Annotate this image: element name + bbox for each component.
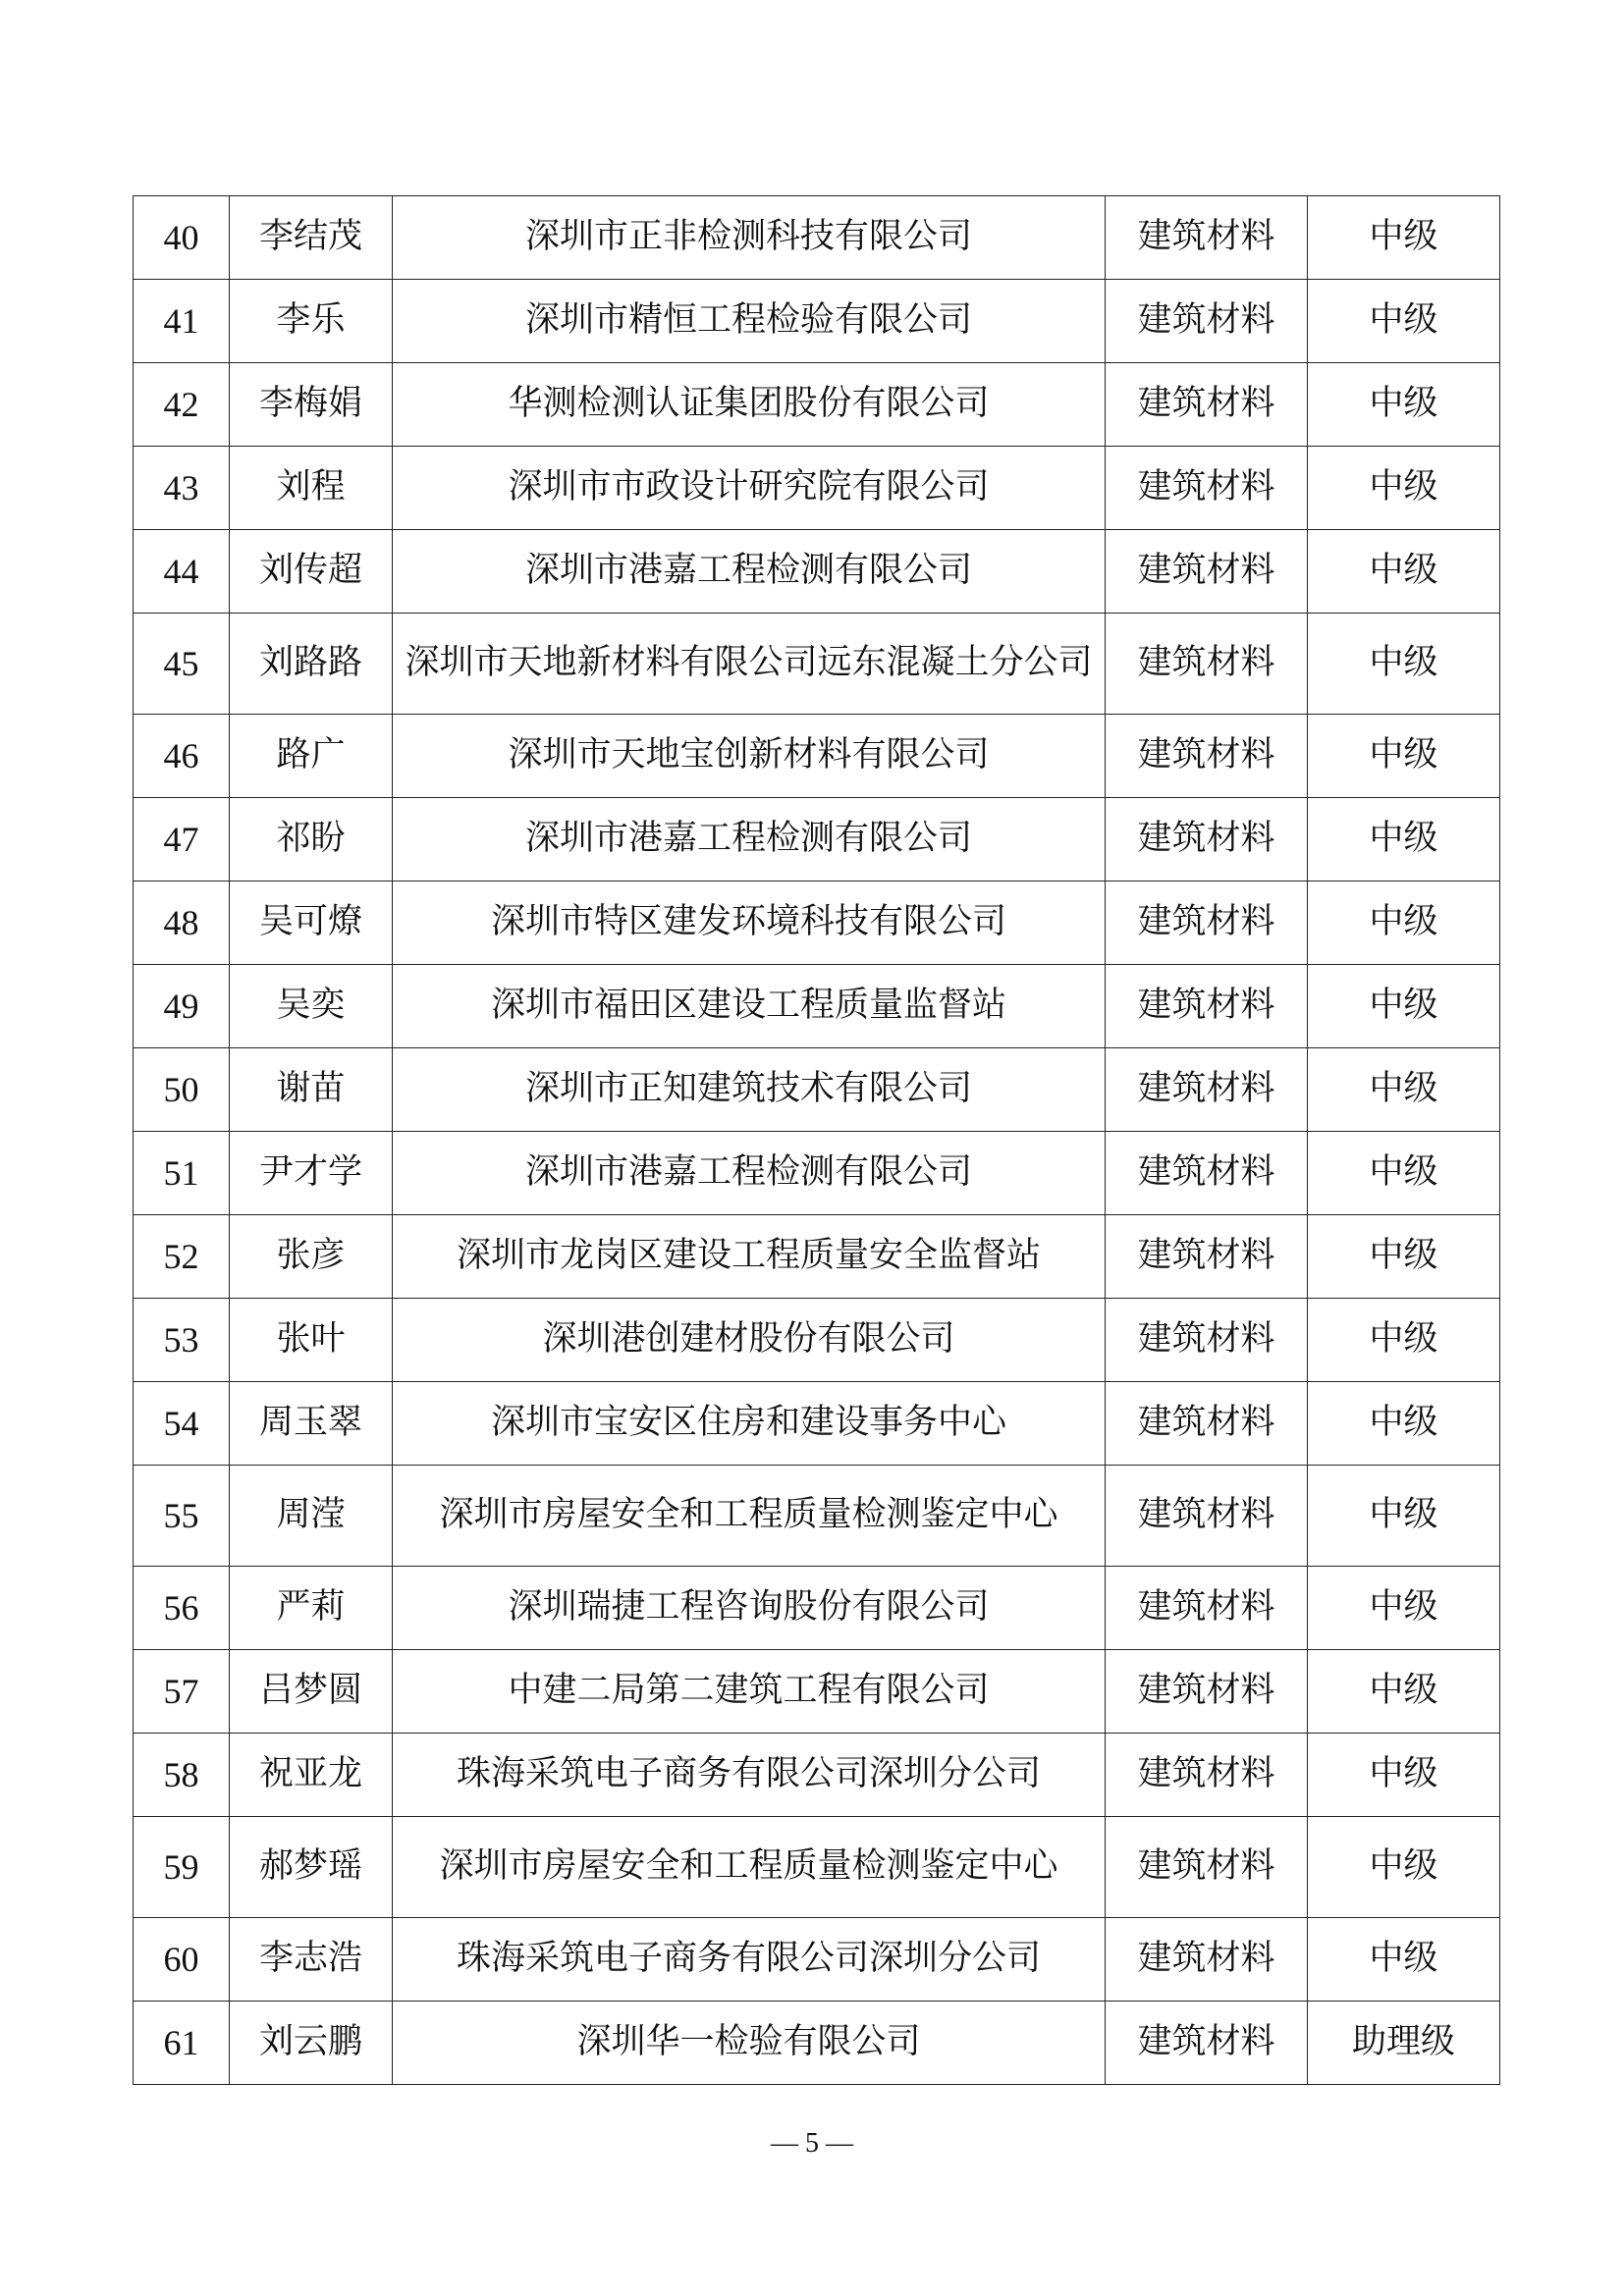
organization-cell: 中建二局第二建筑工程有限公司 (393, 1650, 1106, 1734)
person-name-cell: 刘程 (230, 447, 393, 530)
person-name-cell: 郝梦瑶 (230, 1817, 393, 1918)
level-cell: 中级 (1308, 1382, 1500, 1466)
organization-cell: 珠海采筑电子商务有限公司深圳分公司 (393, 1918, 1106, 2002)
organization-cell: 华测检测认证集团股份有限公司 (393, 363, 1106, 447)
row-number-cell: 48 (134, 881, 230, 965)
specialty-cell: 建筑材料 (1106, 1466, 1308, 1567)
specialty-cell: 建筑材料 (1106, 715, 1308, 798)
table-row (134, 530, 1500, 614)
person-name-cell: 谢苗 (230, 1048, 393, 1132)
row-number-cell: 51 (134, 1132, 230, 1215)
level-cell: 中级 (1308, 715, 1500, 798)
row-number-cell: 49 (134, 965, 230, 1048)
specialty-cell: 建筑材料 (1106, 1817, 1308, 1918)
row-number-cell: 60 (134, 1918, 230, 2002)
table-row (134, 1734, 1500, 1817)
row-number-cell: 46 (134, 715, 230, 798)
row-number-cell: 53 (134, 1299, 230, 1382)
specialty-cell: 建筑材料 (1106, 1299, 1308, 1382)
specialty-cell: 建筑材料 (1106, 881, 1308, 965)
organization-cell: 深圳市精恒工程检验有限公司 (393, 280, 1106, 363)
table-row (134, 1817, 1500, 1918)
row-number-cell: 41 (134, 280, 230, 363)
row-number-cell: 55 (134, 1466, 230, 1567)
level-cell: 中级 (1308, 1215, 1500, 1299)
specialty-cell: 建筑材料 (1106, 1382, 1308, 1466)
level-cell: 中级 (1308, 1567, 1500, 1650)
row-number-cell: 54 (134, 1382, 230, 1466)
level-cell: 中级 (1308, 1299, 1500, 1382)
row-number-cell: 42 (134, 363, 230, 447)
level-cell: 中级 (1308, 1048, 1500, 1132)
table-row (134, 965, 1500, 1048)
specialty-cell: 建筑材料 (1106, 965, 1308, 1048)
specialty-cell: 建筑材料 (1106, 1048, 1308, 1132)
table-row (134, 447, 1500, 530)
table-row (134, 1650, 1500, 1734)
specialty-cell: 建筑材料 (1106, 1567, 1308, 1650)
row-number-cell: 56 (134, 1567, 230, 1650)
person-name-cell: 张彦 (230, 1215, 393, 1299)
organization-cell: 深圳市房屋安全和工程质量检测鉴定中心 (393, 1817, 1106, 1918)
level-cell: 中级 (1308, 530, 1500, 614)
person-name-cell: 严莉 (230, 1567, 393, 1650)
organization-cell: 深圳港创建材股份有限公司 (393, 1299, 1106, 1382)
table-row (134, 1567, 1500, 1650)
table-row (134, 1048, 1500, 1132)
organization-cell: 深圳市宝安区住房和建设事务中心 (393, 1382, 1106, 1466)
level-cell: 助理级 (1308, 2002, 1500, 2085)
table-body (134, 196, 1500, 2085)
organization-cell: 深圳市港嘉工程检测有限公司 (393, 1132, 1106, 1215)
row-number-cell: 58 (134, 1734, 230, 1817)
organization-cell: 深圳市龙岗区建设工程质量安全监督站 (393, 1215, 1106, 1299)
table-row (134, 881, 1500, 965)
row-number-cell: 52 (134, 1215, 230, 1299)
organization-cell: 深圳市正知建筑技术有限公司 (393, 1048, 1106, 1132)
organization-cell: 深圳瑞捷工程咨询股份有限公司 (393, 1567, 1106, 1650)
table-row (134, 1215, 1500, 1299)
personnel-table (133, 195, 1500, 2085)
specialty-cell: 建筑材料 (1106, 1215, 1308, 1299)
row-number-cell: 43 (134, 447, 230, 530)
row-number-cell: 45 (134, 614, 230, 715)
page-number: — 5 — (771, 2128, 853, 2159)
person-name-cell: 路广 (230, 715, 393, 798)
person-name-cell: 吴奕 (230, 965, 393, 1048)
row-number-cell: 59 (134, 1817, 230, 1918)
specialty-cell: 建筑材料 (1106, 196, 1308, 280)
person-name-cell: 李乐 (230, 280, 393, 363)
level-cell: 中级 (1308, 1817, 1500, 1918)
table-row (134, 715, 1500, 798)
specialty-cell: 建筑材料 (1106, 280, 1308, 363)
organization-cell: 深圳市房屋安全和工程质量检测鉴定中心 (393, 1466, 1106, 1567)
specialty-cell: 建筑材料 (1106, 363, 1308, 447)
organization-cell: 深圳华一检验有限公司 (393, 2002, 1106, 2085)
person-name-cell: 吴可燎 (230, 881, 393, 965)
person-name-cell: 祝亚龙 (230, 1734, 393, 1817)
organization-cell: 深圳市港嘉工程检测有限公司 (393, 530, 1106, 614)
organization-cell: 深圳市正非检测科技有限公司 (393, 196, 1106, 280)
level-cell: 中级 (1308, 1650, 1500, 1734)
table-row (134, 798, 1500, 881)
table-row (134, 363, 1500, 447)
level-cell: 中级 (1308, 798, 1500, 881)
table-row (134, 280, 1500, 363)
person-name-cell: 祁盼 (230, 798, 393, 881)
table-row (134, 2002, 1500, 2085)
level-cell: 中级 (1308, 965, 1500, 1048)
table-row (134, 1132, 1500, 1215)
row-number-cell: 44 (134, 530, 230, 614)
row-number-cell: 57 (134, 1650, 230, 1734)
specialty-cell: 建筑材料 (1106, 2002, 1308, 2085)
person-name-cell: 周滢 (230, 1466, 393, 1567)
person-name-cell: 刘传超 (230, 530, 393, 614)
organization-cell: 深圳市港嘉工程检测有限公司 (393, 798, 1106, 881)
person-name-cell: 吕梦圆 (230, 1650, 393, 1734)
organization-cell: 深圳市天地宝创新材料有限公司 (393, 715, 1106, 798)
person-name-cell: 李志浩 (230, 1918, 393, 2002)
table-row (134, 1299, 1500, 1382)
table-row (134, 196, 1500, 280)
level-cell: 中级 (1308, 363, 1500, 447)
specialty-cell: 建筑材料 (1106, 1918, 1308, 2002)
row-number-cell: 50 (134, 1048, 230, 1132)
person-name-cell: 尹才学 (230, 1132, 393, 1215)
organization-cell: 深圳市福田区建设工程质量监督站 (393, 965, 1106, 1048)
specialty-cell: 建筑材料 (1106, 614, 1308, 715)
specialty-cell: 建筑材料 (1106, 1650, 1308, 1734)
table-row (134, 1918, 1500, 2002)
specialty-cell: 建筑材料 (1106, 1734, 1308, 1817)
level-cell: 中级 (1308, 1466, 1500, 1567)
level-cell: 中级 (1308, 196, 1500, 280)
person-name-cell: 李梅娟 (230, 363, 393, 447)
level-cell: 中级 (1308, 280, 1500, 363)
organization-cell: 深圳市市政设计研究院有限公司 (393, 447, 1106, 530)
table-row (134, 1382, 1500, 1466)
organization-cell: 深圳市天地新材料有限公司远东混凝土分公司 (393, 614, 1106, 715)
level-cell: 中级 (1308, 1734, 1500, 1817)
specialty-cell: 建筑材料 (1106, 798, 1308, 881)
organization-cell: 深圳市特区建发环境科技有限公司 (393, 881, 1106, 965)
row-number-cell: 61 (134, 2002, 230, 2085)
person-name-cell: 李结茂 (230, 196, 393, 280)
level-cell: 中级 (1308, 881, 1500, 965)
level-cell: 中级 (1308, 1132, 1500, 1215)
table-row (134, 614, 1500, 715)
person-name-cell: 刘云鹏 (230, 2002, 393, 2085)
person-name-cell: 张叶 (230, 1299, 393, 1382)
specialty-cell: 建筑材料 (1106, 1132, 1308, 1215)
table-row (134, 1466, 1500, 1567)
specialty-cell: 建筑材料 (1106, 530, 1308, 614)
person-name-cell: 刘路路 (230, 614, 393, 715)
row-number-cell: 47 (134, 798, 230, 881)
specialty-cell: 建筑材料 (1106, 447, 1308, 530)
organization-cell: 珠海采筑电子商务有限公司深圳分公司 (393, 1734, 1106, 1817)
row-number-cell: 40 (134, 196, 230, 280)
level-cell: 中级 (1308, 1918, 1500, 2002)
level-cell: 中级 (1308, 614, 1500, 715)
level-cell: 中级 (1308, 447, 1500, 530)
person-name-cell: 周玉翠 (230, 1382, 393, 1466)
